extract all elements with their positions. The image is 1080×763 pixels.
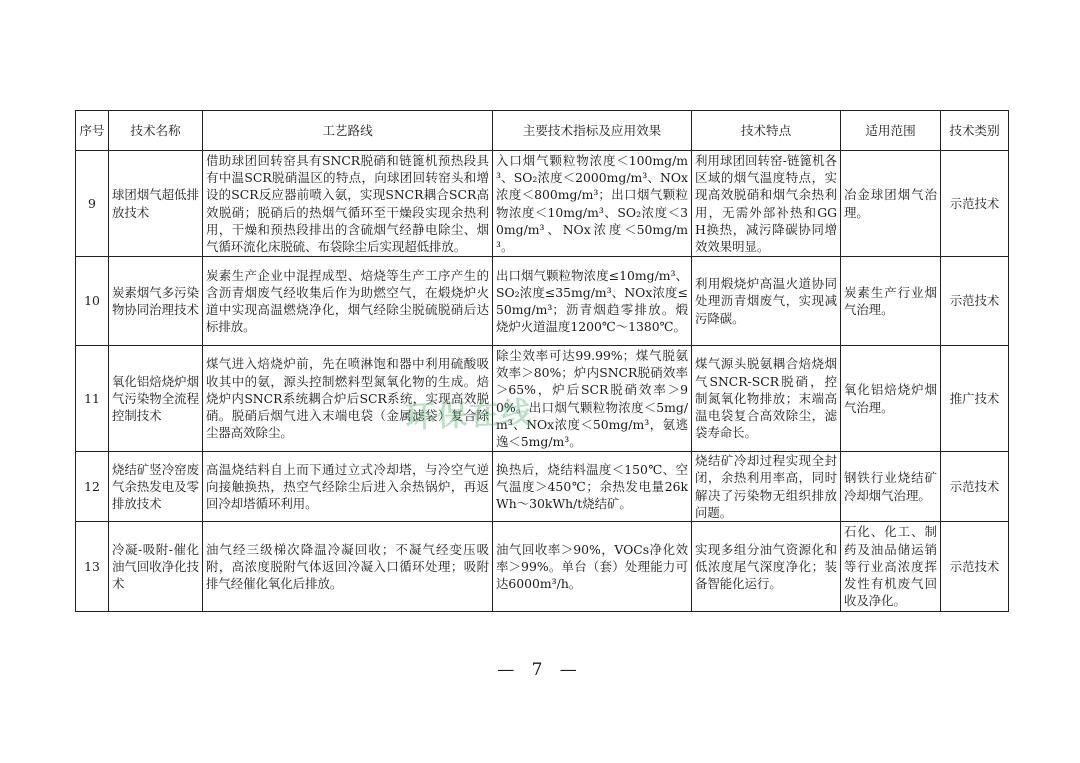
header-features: 技术特点 [692,111,841,151]
row-category: 示范技术 [941,151,1009,257]
header-indicators: 主要技术指标及应用效果 [493,111,692,151]
page-number: — 7 — [497,660,583,680]
row-category: 推广技术 [941,346,1009,452]
row-scope: 炭素生产行业烟气治理。 [841,257,941,346]
row-no: 9 [76,151,109,257]
row-indicators: 入口烟气颗粒物浓度＜100mg/m³、SO₂浓度＜2000mg/m³、NOx浓度＜800mg/m³；出口烟气颗粒物浓度＜10mg/m³、SO₂浓度＜30mg/m³、NOx浓度＜50mg/m³。 [493,151,692,257]
row-route: 借助球团回转窑具有SNCR脱硝和链篦机预热段具有中温SCR脱硝温区的特点，向球团回转窑头和增设的SCR反应器前喷入氨，实现SNCR耦合SCR高效脱硝；脱硝后的热烟气循环至干燥段实现余热利用，干燥和预热段排出的含硫烟气经静电除尘、烟气循环流化床脱硫、布袋除尘后实现超低排放。 [203,151,493,257]
row-category: 示范技术 [941,522,1009,612]
row-scope: 石化、化工、制药及油品储运销等行业高浓度挥发性有机废气回收及净化。 [841,522,941,612]
row-no: 13 [76,522,109,612]
table-row [76,151,1009,257]
row-indicators: 换热后，烧结料温度＜150℃、空气温度＞450℃；余热发电量26kWh～30kWh/t烧结矿。 [493,452,692,522]
row-name: 冷凝-吸附-催化油气回收净化技术 [109,522,203,612]
row-indicators: 油气回收率＞90%，VOCs净化效率＞99%。单台（套）处理能力可达6000m³/h。 [493,522,692,612]
row-indicators: 除尘效率可达99.99%；煤气脱氨效率＞80%；炉内SNCR脱硝效率＞65%，炉后SCR脱硝效率＞90%。出口烟气颗粒物浓度＜5mg/m³、NOx浓度＜50mg/m³，氨逃逸＜5mg/m³。 [493,346,692,452]
header-category: 技术类别 [941,111,1009,151]
row-features: 烧结矿冷却过程实现全封闭，余热利用率高，同时解决了污染物无组织排放问题。 [692,452,841,522]
row-features: 实现多组分油气资源化和低浓度尾气深度净化；装备智能化运行。 [692,522,841,612]
row-no: 11 [76,346,109,452]
header-scope: 适用范围 [841,111,941,151]
row-no: 12 [76,452,109,522]
watermark: 环保在线 [404,395,534,436]
row-name: 球团烟气超低排放技术 [109,151,203,257]
header-name: 技术名称 [109,111,203,151]
table-row [76,452,1009,522]
header-route: 工艺路线 [203,111,493,151]
row-route: 煤气进入焙烧炉前，先在喷淋饱和器中利用硫酸吸收其中的氨，源头控制燃料型氮氧化物的生成。焙烧炉内SNCR系统耦合炉后SCR系统，实现高效脱硝。脱硝后烟气进入末端电袋（金属滤袋）复合除尘器高效除尘。 [203,346,493,452]
row-route: 高温烧结料自上而下通过立式冷却塔，与冷空气逆向接触换热，热空气经除尘后进入余热锅炉，再返回冷却塔循环利用。 [203,452,493,522]
table-header-row [76,111,1009,151]
table-row [76,257,1009,346]
row-scope: 冶金球团烟气治理。 [841,151,941,257]
table-row [76,346,1009,452]
row-features: 利用煅烧炉高温火道协同处理沥青烟废气，实现减污降碳。 [692,257,841,346]
header-no: 序号 [76,111,109,151]
row-name: 烧结矿竖冷窑废气余热发电及零排放技术 [109,452,203,522]
row-indicators: 出口烟气颗粒物浓度≤10mg/m³、SO₂浓度≤35mg/m³、NOx浓度≤50mg/m³；沥青烟趋零排放。煅烧炉火道温度1200℃～1380℃。 [493,257,692,346]
row-category: 示范技术 [941,257,1009,346]
row-route: 油气经三级梯次降温冷凝回收；不凝气经变压吸附，高浓度脱附气体返回冷凝入口循环处理；吸附排气经催化氧化后排放。 [203,522,493,612]
technology-table [75,110,1009,612]
row-features: 煤气源头脱氨耦合焙烧烟气SNCR-SCR脱硝，控制氮氧化物排放；末端高温电袋复合高效除尘，滤袋寿命长。 [692,346,841,452]
row-scope: 钢铁行业烧结矿冷却烟气治理。 [841,452,941,522]
row-category: 示范技术 [941,452,1009,522]
row-scope: 氧化铝焙烧炉烟气治理。 [841,346,941,452]
technology-table-container [75,110,1008,612]
row-no: 10 [76,257,109,346]
row-name: 炭素烟气多污染物协同治理技术 [109,257,203,346]
row-name: 氧化铝焙烧炉烟气污染物全流程控制技术 [109,346,203,452]
row-route: 炭素生产企业中混捏成型、焙烧等生产工序产生的含沥青烟废气经收集后作为助燃空气，在煅烧炉火道中实现高温燃烧净化，烟气经除尘脱硫脱硝后达标排放。 [203,257,493,346]
row-features: 利用球团回转窑-链篦机各区域的烟气温度特点，实现高效脱硝和烟气余热利用，无需外部补热和GGH换热，减污降碳协同增效效果明显。 [692,151,841,257]
table-row [76,522,1009,612]
